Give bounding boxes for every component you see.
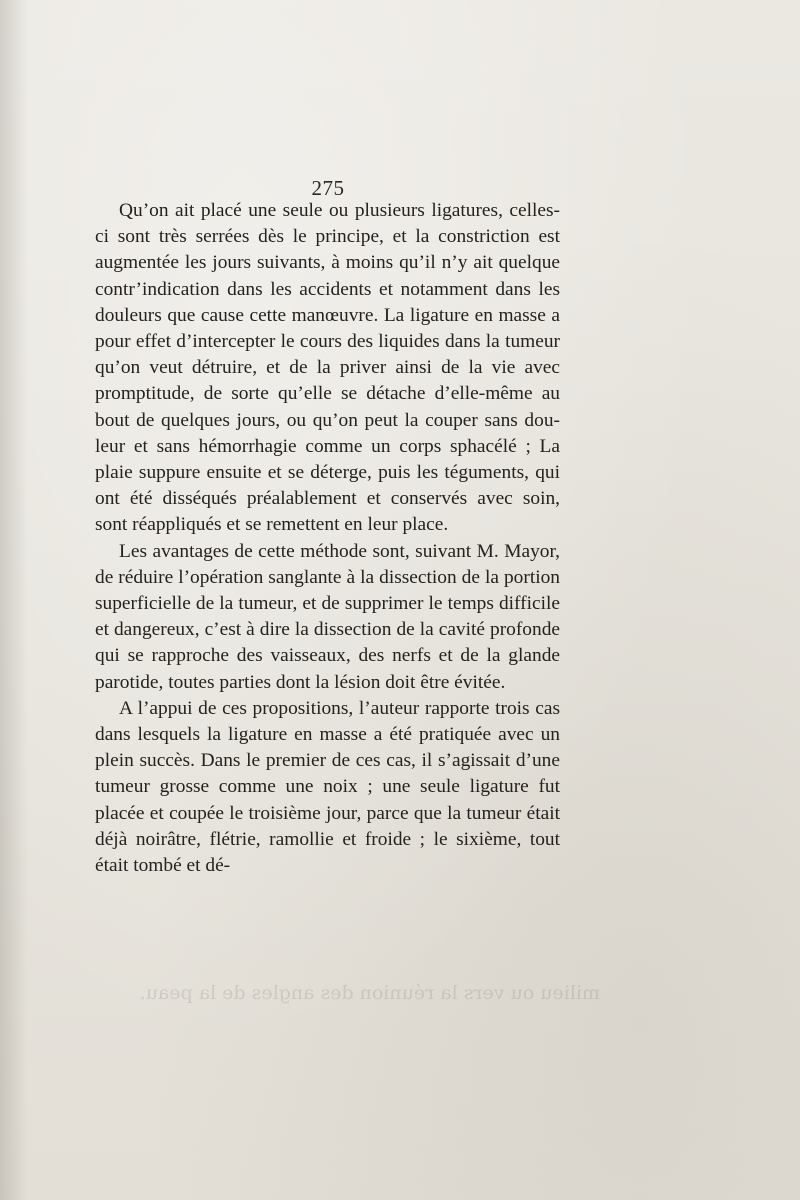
body-text <box>95 198 560 879</box>
page-number: 275 <box>311 176 345 200</box>
paragraph-3: A l’appui de ces propositions, l’auteur rapporte trois cas dans lesquels la ligature en masse a été pratiquée avec un plein succès. Dans le premier de ces cas, il s’agissait d’une tumeur grosse comme une noix ; une seule ligature fut placée et coupée le troisième jour, parce que la tumeur était déjà noirâtre, flétrie, ramollie et froide ; le sixième, tout était tombé et dé- <box>95 697 560 877</box>
paragraph-1: Qu’on ait placé une seule ou plusieurs ligatures, celles-ci sont très serrées dès le principe, et la constriction est augmentée les jours suivants, à moins qu’il n’y ait quelque contr’indication dans les accidents et notamment dans les douleurs que cause cette manœuvre. La ligature en masse a pour effet d’intercepter le cours des liquides dans la tumeur qu’on veut détruire, et de la priver ainsi de la vie avec promptitude, de sorte qu’elle se détache d’elle-même au bout de quelques jours, ou qu’on peut la couper sans douleur et sans hémorrhagie comme un corps sphacélé ; La plaie suppure ensuite et se déterge, puis les téguments, qui ont été disséqués préalablement et conservés avec soin, sont réappliqués et se remettent en leur place. <box>95 200 560 536</box>
gutter-shadow <box>0 0 28 1200</box>
paragraph-2: Les avantages de cette méthode sont, suivant M. Mayor, de réduire l’opération sanglante à la dissection de la portion superficielle de la tumeur, et de supprimer le temps difficile et dangereux, c’est à dire la dissection de la cavité profonde qui se rapproche des vaisseaux, des nerfs et de la glande parotide, toutes parties dont la lésion doit être évitée. <box>95 540 560 693</box>
bleed-through-text: milieu ou vers la réunion des angles de la peau. <box>139 982 600 1004</box>
